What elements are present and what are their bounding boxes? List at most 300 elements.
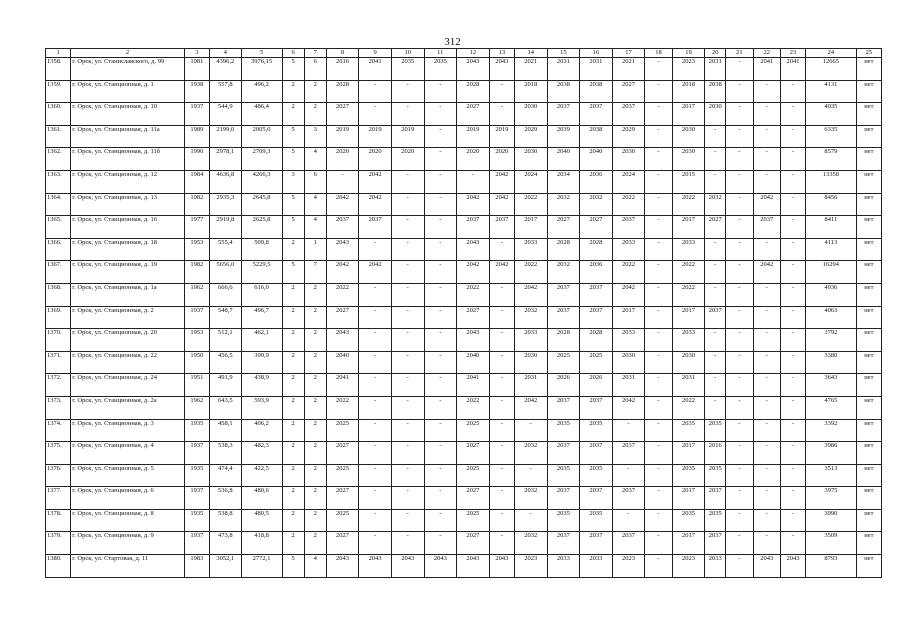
table-cell: 2028 <box>547 238 580 261</box>
table-cell: - <box>645 148 672 171</box>
table-cell: 13358 <box>806 170 856 193</box>
table-cell: 2023 <box>672 58 705 81</box>
table-cell: 2026 <box>580 374 613 397</box>
row-number-cell: 1371. <box>46 351 71 374</box>
address-cell: г. Орск, ул. Станционная, д. 12 <box>71 170 185 193</box>
table-cell: 5656,0 <box>210 261 242 284</box>
table-row <box>46 374 882 397</box>
row-number-cell: 1365. <box>46 216 71 239</box>
table-cell: 2030 <box>514 103 547 126</box>
table-cell: - <box>612 509 645 532</box>
table-cell: 2 <box>282 103 304 126</box>
table-cell: - <box>645 103 672 126</box>
table-cell: 3643 <box>806 374 856 397</box>
table-cell: нет <box>856 555 881 578</box>
table-cell: 5 <box>282 125 304 148</box>
table-cell: 1937 <box>184 442 209 465</box>
table-cell: 2037 <box>580 306 613 329</box>
table-cell: - <box>489 532 514 555</box>
table-cell: 8579 <box>806 148 856 171</box>
table-cell: - <box>753 442 780 465</box>
table-cell: - <box>753 306 780 329</box>
table-row <box>46 464 882 487</box>
table-cell: - <box>645 306 672 329</box>
table-cell: 5229,5 <box>241 261 282 284</box>
address-cell: г. Орск, ул. Станционная, д. 8 <box>71 509 185 532</box>
table-cell: 2025 <box>326 464 359 487</box>
table-cell: 2019 <box>489 125 514 148</box>
table-cell: - <box>424 125 457 148</box>
table-cell: 2035 <box>547 419 580 442</box>
table-cell: 544,9 <box>210 103 242 126</box>
table-cell: 2017 <box>514 216 547 239</box>
table-cell: 2919,8 <box>210 216 242 239</box>
table-row <box>46 261 882 284</box>
table-cell: - <box>424 351 457 374</box>
table-cell: 5 <box>282 216 304 239</box>
table-cell: - <box>645 374 672 397</box>
table-cell: - <box>424 464 457 487</box>
table-cell: - <box>359 396 392 419</box>
table-cell: - <box>726 509 753 532</box>
table-cell: 2042 <box>514 283 547 306</box>
table-cell: 2016 <box>326 58 359 81</box>
table-cell: 2020 <box>391 148 424 171</box>
table-cell: 2035 <box>547 464 580 487</box>
table-cell: 2025 <box>457 419 490 442</box>
table-cell: 2042 <box>359 261 392 284</box>
table-cell: 2032 <box>547 193 580 216</box>
row-number-cell: 1369. <box>46 306 71 329</box>
address-cell: г. Орск, ул. Станционная, д. 9 <box>71 532 185 555</box>
table-cell: 2036 <box>580 261 613 284</box>
table-cell: 3380 <box>806 351 856 374</box>
table-cell: 1982 <box>184 261 209 284</box>
table-cell: 2036 <box>580 170 613 193</box>
table-cell: 4266,3 <box>241 170 282 193</box>
table-cell: 2031 <box>612 374 645 397</box>
table-cell: - <box>780 103 805 126</box>
table-cell: 2022 <box>672 261 705 284</box>
table-cell: - <box>645 396 672 419</box>
row-number-cell: 1375. <box>46 442 71 465</box>
table-cell: 6 <box>304 170 326 193</box>
table-cell: - <box>489 442 514 465</box>
table-cell: 2037 <box>547 306 580 329</box>
table-cell: - <box>391 170 424 193</box>
table-cell: 2027 <box>326 442 359 465</box>
table-cell: - <box>753 351 780 374</box>
table-cell: 2031 <box>514 374 547 397</box>
table-cell: 2043 <box>753 555 780 578</box>
table-cell: - <box>780 532 805 555</box>
column-number-20: 20 <box>705 49 726 58</box>
table-cell: 3509 <box>806 532 856 555</box>
table-cell: 1935 <box>184 464 209 487</box>
table-row <box>46 238 882 261</box>
table-cell: 2020 <box>489 148 514 171</box>
table-cell: - <box>705 283 726 306</box>
table-row <box>46 283 882 306</box>
table-cell: - <box>705 351 726 374</box>
table-cell: - <box>753 509 780 532</box>
table-cell: 406,2 <box>241 419 282 442</box>
table-cell: 3392 <box>806 419 856 442</box>
table-cell: 2038 <box>547 80 580 103</box>
row-number-cell: 1368. <box>46 283 71 306</box>
table-cell: 548,7 <box>210 306 242 329</box>
table-cell: - <box>391 509 424 532</box>
table-cell: 1962 <box>184 283 209 306</box>
table-cell: нет <box>856 170 881 193</box>
table-cell: 2035 <box>580 419 613 442</box>
table-cell: 2037 <box>547 442 580 465</box>
table-row <box>46 80 882 103</box>
table-cell: 2025 <box>457 464 490 487</box>
table-cell: 2028 <box>457 80 490 103</box>
table-cell: - <box>726 58 753 81</box>
table-cell: 538,3 <box>210 442 242 465</box>
table-cell: 2019 <box>326 125 359 148</box>
table-cell: 2017 <box>672 216 705 239</box>
table-cell: - <box>359 103 392 126</box>
table-cell: нет <box>856 193 881 216</box>
table-cell: - <box>705 148 726 171</box>
row-number-cell: 1379. <box>46 532 71 555</box>
column-number-16: 16 <box>580 49 613 58</box>
table-cell: - <box>489 283 514 306</box>
table-cell: 2027 <box>326 487 359 510</box>
table-cell: - <box>391 283 424 306</box>
table-cell: - <box>514 464 547 487</box>
column-number-24: 24 <box>806 49 856 58</box>
table-cell: - <box>780 419 805 442</box>
table-cell: 2772,1 <box>241 555 282 578</box>
table-cell: 2020 <box>457 148 490 171</box>
table-cell: 2042 <box>753 261 780 284</box>
table-cell: - <box>424 419 457 442</box>
address-cell: г. Орск, ул. Станционная, д. 13 <box>71 193 185 216</box>
column-number-2: 2 <box>71 49 185 58</box>
table-cell: 2037 <box>580 442 613 465</box>
table-cell: - <box>645 170 672 193</box>
table-cell: 2037 <box>547 103 580 126</box>
table-cell: 2017 <box>672 442 705 465</box>
table-cell: 5 <box>282 148 304 171</box>
table-cell: 2037 <box>580 283 613 306</box>
table-cell: 4936 <box>806 283 856 306</box>
table-cell: 2 <box>304 532 326 555</box>
table-row <box>46 351 882 374</box>
table-cell: 2027 <box>326 532 359 555</box>
column-number-13: 13 <box>489 49 514 58</box>
table-cell: - <box>359 509 392 532</box>
table-cell: - <box>780 329 805 352</box>
table-cell: 2 <box>304 464 326 487</box>
table-cell: 2032 <box>514 442 547 465</box>
table-cell: 2037 <box>580 532 613 555</box>
table-cell: 1989 <box>184 125 209 148</box>
table-cell: 2022 <box>326 396 359 419</box>
column-number-9: 9 <box>359 49 392 58</box>
table-cell: 512,1 <box>210 329 242 352</box>
row-number-cell: 1373. <box>46 396 71 419</box>
table-cell: 2037 <box>705 487 726 510</box>
table-cell: - <box>780 487 805 510</box>
column-number-6: 6 <box>282 49 304 58</box>
table-cell: 2042 <box>514 396 547 419</box>
address-cell: г. Орск, ул. Стартовая, д. 11 <box>71 555 185 578</box>
table-cell: 2043 <box>326 238 359 261</box>
table-cell: 2 <box>282 509 304 532</box>
table-cell: - <box>726 283 753 306</box>
table-cell: нет <box>856 351 881 374</box>
table-cell: - <box>612 464 645 487</box>
table-cell: - <box>424 532 457 555</box>
table-cell: 2033 <box>705 555 726 578</box>
table-cell: - <box>726 80 753 103</box>
table-cell: 2037 <box>612 103 645 126</box>
table-cell: нет <box>856 442 881 465</box>
table-cell: 2037 <box>612 216 645 239</box>
table-cell: - <box>780 261 805 284</box>
table-cell: - <box>489 103 514 126</box>
table-cell: 6 <box>304 58 326 81</box>
table-cell: 2019 <box>391 125 424 148</box>
table-cell: 643,5 <box>210 396 242 419</box>
table-cell: 2021 <box>514 58 547 81</box>
table-cell: - <box>753 419 780 442</box>
table-cell: 4636,8 <box>210 170 242 193</box>
table-cell: 458,1 <box>210 419 242 442</box>
table-cell: 456,5 <box>210 351 242 374</box>
table-cell: - <box>705 170 726 193</box>
table-cell: 2035 <box>672 464 705 487</box>
table-cell: - <box>489 238 514 261</box>
table-cell: 3 <box>282 170 304 193</box>
table-cell: 2005,0 <box>241 125 282 148</box>
table-cell: 496,2 <box>241 80 282 103</box>
address-cell: г. Орск, ул. Станционная, д. 3 <box>71 419 185 442</box>
table-cell: - <box>359 351 392 374</box>
table-cell: - <box>645 419 672 442</box>
address-cell: г. Орск, ул. Станционная, д. 16 <box>71 216 185 239</box>
table-cell: - <box>705 396 726 419</box>
address-cell: г. Орск, ул. Станционная, д. 19 <box>71 261 185 284</box>
column-number-8: 8 <box>326 49 359 58</box>
column-number-4: 4 <box>210 49 242 58</box>
table-cell: 2043 <box>326 555 359 578</box>
address-cell: г. Орск, ул. Станционная, д. 1а <box>71 283 185 306</box>
table-cell: 2042 <box>489 261 514 284</box>
table-cell: 2028 <box>547 329 580 352</box>
row-number-cell: 1376. <box>46 464 71 487</box>
table-cell: - <box>780 351 805 374</box>
table-cell: - <box>726 125 753 148</box>
table-cell: 4 <box>304 216 326 239</box>
table-cell: 2030 <box>672 125 705 148</box>
table-cell: - <box>514 509 547 532</box>
table-cell: 2032 <box>705 193 726 216</box>
table-cell: 2022 <box>672 283 705 306</box>
table-cell: - <box>424 374 457 397</box>
table-cell: 2025 <box>326 509 359 532</box>
table-cell: 2042 <box>612 396 645 419</box>
table-cell: - <box>780 238 805 261</box>
table-cell: - <box>514 419 547 442</box>
table-cell: 2019 <box>457 125 490 148</box>
table-cell: 2031 <box>672 374 705 397</box>
table-cell: 3986 <box>806 442 856 465</box>
table-cell: нет <box>856 396 881 419</box>
table-cell: 16294 <box>806 261 856 284</box>
table-cell: 2035 <box>672 509 705 532</box>
table-cell: - <box>489 329 514 352</box>
table-cell: 2037 <box>612 532 645 555</box>
table-cell: - <box>391 374 424 397</box>
table-cell: нет <box>856 58 881 81</box>
table-cell: - <box>359 329 392 352</box>
table-cell: - <box>424 396 457 419</box>
table-cell: 4113 <box>806 238 856 261</box>
table-cell: 2035 <box>705 464 726 487</box>
table-cell: 1937 <box>184 487 209 510</box>
table-cell: 2027 <box>547 216 580 239</box>
table-cell: 616,0 <box>241 283 282 306</box>
table-cell: 4 <box>304 193 326 216</box>
table-cell: 2022 <box>514 193 547 216</box>
table-cell: 2032 <box>580 193 613 216</box>
table-cell: - <box>391 329 424 352</box>
table-cell: 2 <box>304 487 326 510</box>
table-cell: 2042 <box>326 261 359 284</box>
table-cell: 2033 <box>514 238 547 261</box>
table-cell: нет <box>856 374 881 397</box>
table-cell: - <box>726 351 753 374</box>
address-cell: г. Орск, ул. Станционная, д. 11б <box>71 148 185 171</box>
table-cell: 2022 <box>514 261 547 284</box>
table-cell: 2032 <box>514 306 547 329</box>
table-cell: 2037 <box>547 396 580 419</box>
table-cell: - <box>780 216 805 239</box>
row-number-cell: 1366. <box>46 238 71 261</box>
table-cell: - <box>424 329 457 352</box>
table-cell: 2027 <box>326 306 359 329</box>
table-cell: - <box>726 329 753 352</box>
column-number-21: 21 <box>726 49 753 58</box>
table-cell: 2037 <box>547 283 580 306</box>
table-cell: 3975 <box>806 487 856 510</box>
table-cell: - <box>424 103 457 126</box>
table-cell: 1950 <box>184 351 209 374</box>
table-cell: - <box>645 532 672 555</box>
table-cell: 3052,1 <box>210 555 242 578</box>
table-cell: 2017 <box>672 487 705 510</box>
table-cell: 2037 <box>580 103 613 126</box>
table-cell: 2030 <box>514 148 547 171</box>
address-cell: г. Орск, ул. Станционная, д. 4 <box>71 442 185 465</box>
table-cell: нет <box>856 125 881 148</box>
column-number-25: 25 <box>856 49 881 58</box>
table-cell: - <box>780 80 805 103</box>
table-cell: - <box>753 532 780 555</box>
table-cell: - <box>705 374 726 397</box>
address-cell: г. Орск, ул. Станционная, д. 5 <box>71 464 185 487</box>
table-cell: - <box>612 419 645 442</box>
table-cell: 2032 <box>514 532 547 555</box>
table-cell: - <box>645 442 672 465</box>
table-cell: - <box>726 170 753 193</box>
table-cell: нет <box>856 238 881 261</box>
table-cell: 1962 <box>184 396 209 419</box>
table-cell: - <box>424 193 457 216</box>
table-cell: - <box>359 419 392 442</box>
table-cell: 2645,8 <box>241 193 282 216</box>
table-cell: 2021 <box>612 58 645 81</box>
table-cell: 2 <box>282 419 304 442</box>
table-cell: 2030 <box>514 351 547 374</box>
table-cell: 555,4 <box>210 238 242 261</box>
table-cell: 2029 <box>514 125 547 148</box>
table-cell: 1935 <box>184 509 209 532</box>
table-cell: 2 <box>282 80 304 103</box>
table-cell: 2035 <box>705 509 726 532</box>
table-row <box>46 58 882 81</box>
row-number-cell: 1370. <box>46 329 71 352</box>
table-cell: - <box>326 170 359 193</box>
column-number-11: 11 <box>424 49 457 58</box>
column-number-5: 5 <box>241 49 282 58</box>
column-number-3: 3 <box>184 49 209 58</box>
table-cell: 2017 <box>672 532 705 555</box>
table-cell: 2025 <box>457 509 490 532</box>
row-number-cell: 1380. <box>46 555 71 578</box>
table-cell: - <box>457 170 490 193</box>
table-cell: 2015 <box>672 170 705 193</box>
table-cell: 2 <box>304 419 326 442</box>
table-cell: 2030 <box>612 148 645 171</box>
table-row <box>46 509 882 532</box>
table-cell: - <box>489 306 514 329</box>
table-cell: 2 <box>304 442 326 465</box>
table-cell: 1937 <box>184 306 209 329</box>
table-cell: 2 <box>304 374 326 397</box>
table-cell: 2037 <box>457 216 490 239</box>
table-cell: - <box>753 125 780 148</box>
table-cell: 3513 <box>806 464 856 487</box>
table-cell: - <box>780 148 805 171</box>
address-cell: г. Орск, ул. Станционная, д. 6 <box>71 487 185 510</box>
table-cell: - <box>391 306 424 329</box>
table-cell: 2043 <box>457 329 490 352</box>
table-cell: - <box>780 509 805 532</box>
table-cell: - <box>391 396 424 419</box>
table-cell: 2040 <box>547 148 580 171</box>
table-cell: 486,4 <box>241 103 282 126</box>
table-cell: 2038 <box>705 80 726 103</box>
table-cell: нет <box>856 509 881 532</box>
table-cell: 536,8 <box>210 487 242 510</box>
table-row <box>46 442 882 465</box>
table-cell: - <box>780 396 805 419</box>
table-cell: 2043 <box>457 238 490 261</box>
row-number-cell: 1364. <box>46 193 71 216</box>
table-cell: - <box>726 193 753 216</box>
table-cell: 2024 <box>612 170 645 193</box>
address-cell: г. Орск, ул. Станционная, д. 1 <box>71 80 185 103</box>
table-cell: - <box>645 487 672 510</box>
table-cell: 2035 <box>424 58 457 81</box>
